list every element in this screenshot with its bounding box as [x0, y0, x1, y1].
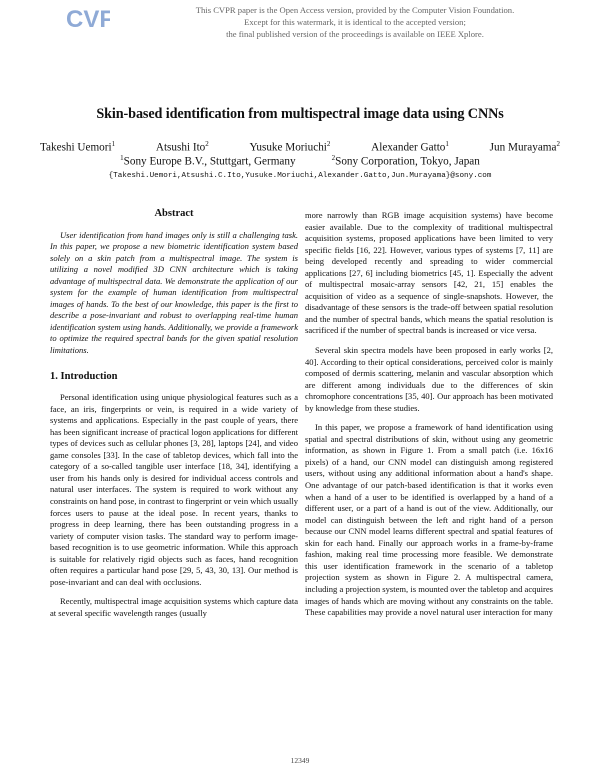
- cvf-logo-text: CVF: [66, 6, 110, 32]
- body-paragraph: Several skin spectra models have been proposed in early works [2, 40]. According to their optical considerations, perceived color is mainly composed of dermis scattering, melanin and vascular absorption which are different among individuals due to the differences of skin chromophore concentrations [35, 40]. Our approach has been motivated by knowledge from these studies.: [305, 345, 553, 413]
- author-emails: {Takeshi.Uemori,Atsushi.C.Ito,Yusuke.Moriuchi,Alexander.Gatto,Jun.Murayama}@sony.com: [108, 172, 492, 180]
- affiliation: $^2$Sony Corporation, Tokyo, Japan: [331, 154, 480, 168]
- body-paragraph: Personal identification using unique physiological features such as a face, an iris, fingerprints or vein, is required in a wide variety of systems and applications. Especially in the past couple of years, there has been significant increase of practical logon applications for different types of devices such as cellular phones [3, 28], laptops [24], and video game consoles [33]. In the case of tabletop devices, which fall into the category of a so-called tangible user interface [18, 34], identifying a user from his hands only is desired for individual access controls and natural user interfaces. The system is required to work without any constraints on hand pose, in contrast to fingerprint or vein which usually forces users to pause at the ideal pose. In recent years, thanks to progress in deep learning, there has been outstanding progress in a variety of computer vision tasks. The standard way to perform image-based recognition is to use geometric information. While this approach is suitable for relatively rigid objects such as faces, hand recognition often requires a particular hand pose [29, 5, 43, 30, 13]. Our method is pose-invariant and can deal with occlusions.: [50, 392, 298, 587]
- watermark-line: This CVPR paper is the Open Access version, provided by the Computer Vision Foundation.: [195, 5, 515, 15]
- right-column: [305, 210, 553, 627]
- section-heading-introduction: 1. Introduction: [50, 370, 118, 382]
- affiliation: $^1$Sony Europe B.V., Stuttgart, Germany: [120, 154, 296, 168]
- abstract-heading: Abstract: [154, 208, 194, 219]
- author: Jun Murayama$^2$: [489, 140, 560, 154]
- paper-title: Skin-based identification from multispectral image data using CNNs: [96, 106, 504, 122]
- watermark-line: Except for this watermark, it is identical to the accepted version;: [244, 17, 466, 27]
- author-list: [40, 140, 560, 154]
- affiliation-list: [0, 154, 600, 168]
- author: Yusuke Moriuchi$^2$: [249, 140, 331, 154]
- watermark-line: the final published version of the proceedings is available on IEEE Xplore.: [226, 29, 484, 39]
- page-number: 12349: [290, 756, 310, 765]
- author: Takeshi Uemori$^1$: [40, 140, 116, 154]
- cvf-logo: [66, 4, 110, 32]
- body-paragraph: Recently, multispectral image acquisition systems which capture data at several specific wavelength ranges (usually: [50, 596, 298, 618]
- body-paragraph: more narrowly than RGB image acquisition systems) have become easier available. Due to the complexity of traditional multispectral acquisition systems, proposed applications have been limited to very specific fields [16, 22]. However, various types of systems [7, 11] are being developed recently and spreading to wider commercial applications [27, 6] including biometrics [45, 1]. Especially the advent of multispectral mosaic-array sensors [42, 21, 15] enables the acquisition of video as a sequence of single-snapshots. However, the disadvantage of these sensors is the trade-off between spatial resolution and the number of spectral bands, which means the spatial resolution is sacrificed if the number of spectral bands is increased or vice versa.: [305, 210, 553, 336]
- author: Alexander Gatto$^1$: [371, 140, 449, 154]
- watermark-notice: [130, 4, 580, 40]
- body-paragraph: In this paper, we propose a framework of hand identification using spatial and spectral distributions of skin, without using any geometric information, as shown in Figure 1. From a small patch (i.e. 16x16 pixels) of a hand, our CNN model can distinguish among registered users, without using any additional information about a hand's shape. One advantage of our patch-based identification is that it works even when a hand of a user to be identified is overlapped by a hand of a different user, or a part of a hand is out of the view. Additionally, our model can distinguish between the left and right hand of a person because our CNN model learns different spectral and spatial features of skin for each hand. Finally our approach works in a frame-by-frame fashion, making real time processing more feasible. We demonstrate this user identification framework in the scenario of a tabletop projection system as shown in Figure 2. A multispectral camera, including a projection system, is mounted over the tabletop and acquires images of hands which are moving without any constraints on the table. These capabilities may provide a novel natural user interaction for many: [305, 422, 553, 618]
- left-column: [50, 208, 298, 628]
- author: Atsushi Ito$^2$: [155, 140, 209, 154]
- abstract-text: User identification from hand images only is still a challenging task. In this paper, we propose a new biometric identification system based solely on a skin patch from a multispectral image. The system is utilizing a novel modified 3D CNN architecture which is taking advantage of multispectral data. We demonstrate the application of our system for the example of human identification from multispectral images of hands. To the best of our knowledge, this paper is the first to describe a pose-invariant and robust to overlapping real-time human identification system using hands. Additionally, we provide a framework to optimize the required spectral bands for the given spatial resolution limitations.: [50, 229, 298, 356]
